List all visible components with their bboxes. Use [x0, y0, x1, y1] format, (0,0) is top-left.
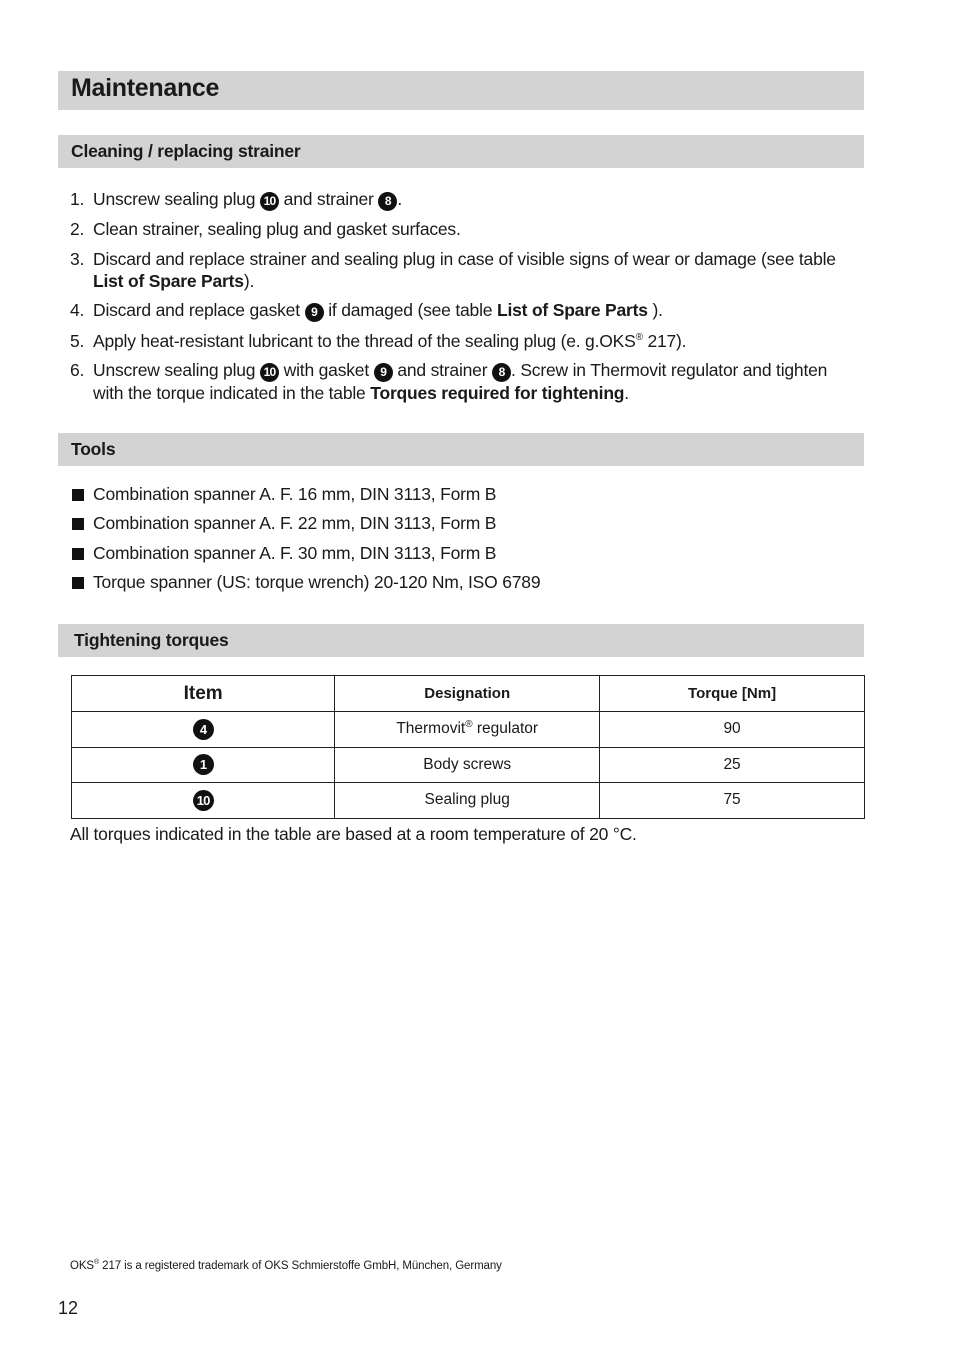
step-text: . — [397, 189, 403, 209]
tool-text: Combination spanner A. F. 16 mm, DIN 3113, Form B — [93, 484, 497, 504]
square-bullet-icon — [72, 577, 84, 589]
item-cell — [72, 747, 335, 783]
section-header-maintenance — [58, 71, 864, 110]
subsection-title-torques: Tightening torques — [74, 630, 229, 650]
tool-text: Combination spanner A. F. 30 mm, DIN 3113, Form B — [93, 542, 497, 563]
item-number-badge: 9 — [374, 363, 393, 382]
item-cell — [72, 712, 335, 748]
torque-cell: 25 — [600, 747, 865, 783]
tools-list — [70, 483, 540, 600]
table-row — [72, 712, 865, 748]
step-text: . — [624, 382, 629, 403]
column-header-item: Item — [72, 676, 335, 712]
registered-mark: ® — [94, 1259, 100, 1267]
subsection-title-tools: Tools — [71, 439, 116, 459]
registered-mark: ® — [465, 719, 473, 731]
step-number: 6. — [70, 359, 85, 380]
tool-item — [70, 483, 540, 512]
step-6 — [70, 359, 860, 404]
tool-item — [70, 512, 540, 541]
torques-note: All torques indicated in the table are based at a room temperature of 20 °C. — [70, 824, 637, 844]
square-bullet-icon — [72, 518, 84, 530]
page-title: Maintenance — [71, 74, 220, 102]
column-header-designation: Designation — [335, 676, 600, 712]
trademark-footnote — [70, 1260, 502, 1272]
table-row — [72, 747, 865, 783]
step-number: 4. — [70, 300, 85, 321]
registered-mark: ® — [635, 331, 643, 343]
torque-cell: 90 — [600, 712, 865, 748]
footnote-text: OKS — [70, 1260, 94, 1272]
step-text: Discard and replace strainer and sealing plug in case of visible signs of wear or damage (see table — [93, 248, 836, 269]
subsection-header-tools — [58, 433, 864, 466]
step-text: Unscrew sealing plug — [93, 359, 260, 380]
step-text: Apply heat-resistant lubricant to the thread of the sealing plug (e. g.OKS — [93, 330, 636, 351]
tool-item — [70, 542, 540, 571]
step-text: Unscrew sealing plug — [93, 189, 260, 209]
subsection-header-torques — [58, 624, 864, 657]
tool-text: Combination spanner A. F. 22 mm, DIN 3113, Form B — [93, 513, 497, 534]
step-text: . Screw in Thermovit regulator and tighten with the torque indicated in the table — [93, 359, 828, 403]
step-text: and strainer — [279, 189, 379, 209]
tool-text: Torque spanner (US: torque wrench) 20-120 Nm, ISO 6789 — [93, 571, 541, 592]
table-reference: List of Spare Parts — [93, 270, 244, 291]
step-text: Discard and replace gasket — [93, 300, 305, 321]
designation-cell — [335, 712, 600, 748]
step-text: ). — [243, 270, 255, 291]
table-header-row — [72, 676, 865, 712]
step-number: 3. — [70, 248, 85, 269]
torque-cell: 75 — [600, 783, 865, 819]
designation-text: regulator — [472, 720, 539, 738]
table-reference: List of Spare Parts — [496, 300, 648, 321]
item-number-badge: 8 — [492, 363, 511, 382]
step-2 — [70, 218, 860, 240]
item-number-badge: 10 — [260, 363, 279, 382]
table-reference: Torques required for tightening — [370, 382, 625, 403]
subsection-title-cleaning: Cleaning / replacing strainer — [71, 141, 301, 161]
square-bullet-icon — [72, 548, 84, 560]
designation-cell: Body screws — [335, 747, 600, 783]
table-row — [72, 783, 865, 819]
item-number-badge: 1 — [193, 754, 214, 775]
torques-table — [71, 675, 865, 819]
item-number-badge: 4 — [193, 719, 214, 740]
item-number-badge: 10 — [193, 790, 214, 811]
step-number: 5. — [70, 330, 85, 351]
step-text: Clean strainer, sealing plug and gasket surfaces. — [93, 219, 461, 240]
step-text: with gasket — [279, 359, 374, 380]
designation-text: Thermovit — [396, 720, 466, 738]
designation-cell: Sealing plug — [335, 783, 600, 819]
item-number-badge: 8 — [378, 192, 397, 211]
cleaning-steps-list — [70, 188, 860, 411]
step-text: ). — [647, 300, 663, 321]
column-header-torque: Torque [Nm] — [600, 676, 865, 712]
footnote-text: 217 is a registered trademark of OKS Schmierstoffe GmbH, München, Germany — [99, 1260, 502, 1272]
item-cell — [72, 783, 335, 819]
page-number: 12 — [58, 1298, 79, 1318]
step-text: and strainer — [392, 359, 493, 380]
step-number: 1. — [70, 189, 85, 209]
item-number-badge: 10 — [260, 192, 279, 211]
step-5 — [70, 330, 860, 352]
tool-item — [70, 571, 540, 600]
step-number: 2. — [70, 219, 85, 240]
square-bullet-icon — [72, 489, 84, 501]
item-number-badge: 9 — [305, 303, 324, 322]
step-text: if damaged (see table — [323, 300, 497, 321]
step-text: 217). — [642, 330, 687, 351]
step-1 — [70, 188, 860, 211]
subsection-header-cleaning — [58, 135, 864, 168]
step-4 — [70, 299, 860, 322]
step-3 — [70, 248, 860, 292]
